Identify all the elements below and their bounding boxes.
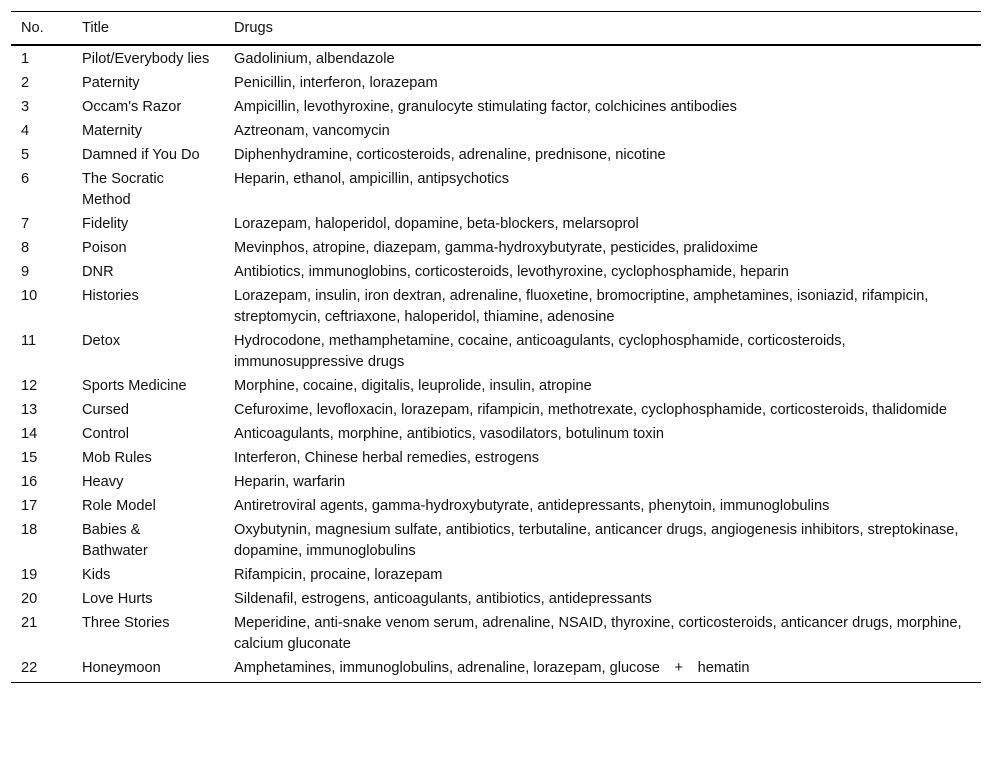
cell-title: Mob Rules — [82, 450, 152, 466]
table-row — [11, 587, 981, 611]
cell-no: 3 — [21, 99, 30, 115]
drug-table-container — [11, 11, 981, 683]
cell-drugs: Antiretroviral agents, gamma-hydroxybutyrate, antidepressants, phenytoin, immunoglobulins — [234, 498, 830, 514]
cell-title: The Socratic Method — [82, 171, 164, 208]
table-header — [11, 12, 981, 46]
table-row — [11, 518, 981, 563]
cell-no: 10 — [21, 288, 38, 304]
cell-drugs: Mevinphos, atropine, diazepam, gamma-hydroxybutyrate, pesticides, pralidoxime — [234, 240, 759, 256]
table-body — [11, 45, 981, 683]
cell-no: 21 — [21, 615, 38, 631]
cell-no: 8 — [21, 240, 30, 256]
table-row — [11, 95, 981, 119]
cell-drugs: Rifampicin, procaine, lorazepam — [234, 567, 443, 583]
cell-drugs: Lorazepam, insulin, iron dextran, adrenaline, fluoxetine, bromocriptine, amphetamines, isoniazid, rifampicin, streptomycin, ceftriaxone, haloperidol, thiamine, adenosine — [234, 288, 929, 325]
cell-no: 7 — [21, 216, 30, 232]
cell-title: Babies & Bathwater — [82, 522, 148, 559]
cell-no: 22 — [11, 656, 72, 683]
cell-drugs: Ampicillin, levothyroxine, granulocyte stimulating factor, colchicines antibodies — [234, 99, 737, 115]
header-title: Title — [72, 12, 224, 46]
header-drugs: Drugs — [224, 12, 981, 46]
table-row — [11, 45, 981, 71]
table-row — [11, 119, 981, 143]
cell-title: DNR — [82, 264, 114, 280]
table-row — [11, 398, 981, 422]
cell-drugs: Morphine, cocaine, digitalis, leuprolide, insulin, atropine — [234, 378, 592, 394]
cell-no: 4 — [21, 123, 30, 139]
cell-no: 15 — [21, 450, 38, 466]
cell-no: 18 — [21, 522, 38, 538]
cell-no: 12 — [21, 378, 38, 394]
cell-title: Detox — [82, 333, 121, 349]
cell-title: Maternity — [82, 123, 143, 139]
cell-title: Honeymoon — [72, 656, 224, 683]
cell-title: Cursed — [82, 402, 130, 418]
cell-drugs: Interferon, Chinese herbal remedies, estrogens — [234, 450, 540, 466]
cell-drugs: Meperidine, anti-snake venom serum, adrenaline, NSAID, thyroxine, corticosteroids, anticancer drugs, morphine, calcium gluconate — [234, 615, 962, 652]
header-no: No. — [11, 12, 72, 46]
cell-no: 13 — [21, 402, 38, 418]
cell-drugs: Lorazepam, haloperidol, dopamine, beta-blockers, melarsoprol — [234, 216, 639, 232]
table-row — [11, 284, 981, 329]
cell-no: 11 — [21, 333, 37, 349]
cell-no: 17 — [21, 498, 38, 514]
cell-title: Heavy — [82, 474, 124, 490]
cell-no: 2 — [21, 75, 30, 91]
cell-no: 6 — [21, 171, 30, 187]
cell-drugs: Aztreonam, vancomycin — [234, 123, 390, 139]
cell-no: 14 — [21, 426, 38, 442]
table-row — [11, 446, 981, 470]
cell-no: 5 — [21, 147, 30, 163]
table-row — [11, 260, 981, 284]
table-row — [11, 236, 981, 260]
cell-drugs: Antibiotics, immunoglobins, corticosteroids, levothyroxine, cyclophosphamide, heparin — [234, 264, 789, 280]
cell-title: Poison — [82, 240, 127, 256]
cell-drugs: Heparin, warfarin — [234, 474, 346, 490]
cell-drugs: Hydrocodone, methamphetamine, cocaine, anticoagulants, cyclophosphamide, corticosteroids, immunosuppressive drugs — [234, 333, 846, 370]
table-row — [11, 374, 981, 398]
cell-no: 19 — [21, 567, 38, 583]
table-row — [11, 71, 981, 95]
cell-title: Damned if You Do — [82, 147, 200, 163]
drug-table — [11, 11, 981, 683]
table-row — [11, 494, 981, 518]
cell-no: 16 — [21, 474, 38, 490]
cell-no: 20 — [21, 591, 38, 607]
table-row — [11, 212, 981, 236]
cell-title: Control — [82, 426, 130, 442]
cell-title: Role Model — [82, 498, 156, 514]
cell-drugs: Sildenafil, estrogens, anticoagulants, antibiotics, antidepressants — [234, 591, 652, 607]
cell-drugs: Diphenhydramine, corticosteroids, adrenaline, prednisone, nicotine — [234, 147, 666, 163]
cell-drugs: Penicillin, interferon, lorazepam — [234, 75, 438, 91]
table-row — [11, 167, 981, 212]
table-row — [11, 143, 981, 167]
cell-drugs: Heparin, ethanol, ampicillin, antipsychotics — [234, 171, 509, 187]
cell-title: Occam's Razor — [82, 99, 182, 115]
table-row — [11, 563, 981, 587]
cell-title: Pilot/Everybody lies — [82, 51, 210, 67]
table-row — [11, 470, 981, 494]
cell-title: Paternity — [82, 75, 140, 91]
cell-title: Love Hurts — [82, 591, 153, 607]
cell-no: 9 — [21, 264, 30, 280]
table-row — [11, 656, 981, 683]
table-row — [11, 329, 981, 374]
cell-no: 1 — [21, 51, 30, 67]
cell-title: Fidelity — [82, 216, 129, 232]
cell-title: Three Stories — [82, 615, 170, 631]
table-row — [11, 611, 981, 656]
table-row — [11, 422, 981, 446]
cell-drugs: Cefuroxime, levofloxacin, lorazepam, rifampicin, methotrexate, cyclophosphamide, corticosteroids, thalidomide — [234, 402, 947, 418]
cell-drugs: Gadolinium, albendazole — [234, 51, 395, 67]
cell-title: Sports Medicine — [82, 378, 187, 394]
cell-drugs: Anticoagulants, morphine, antibiotics, vasodilators, botulinum toxin — [234, 426, 664, 442]
header-row — [11, 12, 981, 46]
cell-title: Histories — [82, 288, 139, 304]
cell-title: Kids — [82, 567, 111, 583]
cell-drugs: Oxybutynin, magnesium sulfate, antibiotics, terbutaline, anticancer drugs, angiogenesis inhibitors, streptokinase, dopamine, immunoglobulins — [234, 522, 959, 559]
cell-drugs: Amphetamines, immunoglobulins, adrenaline, lorazepam, glucose + hematin — [224, 656, 981, 683]
